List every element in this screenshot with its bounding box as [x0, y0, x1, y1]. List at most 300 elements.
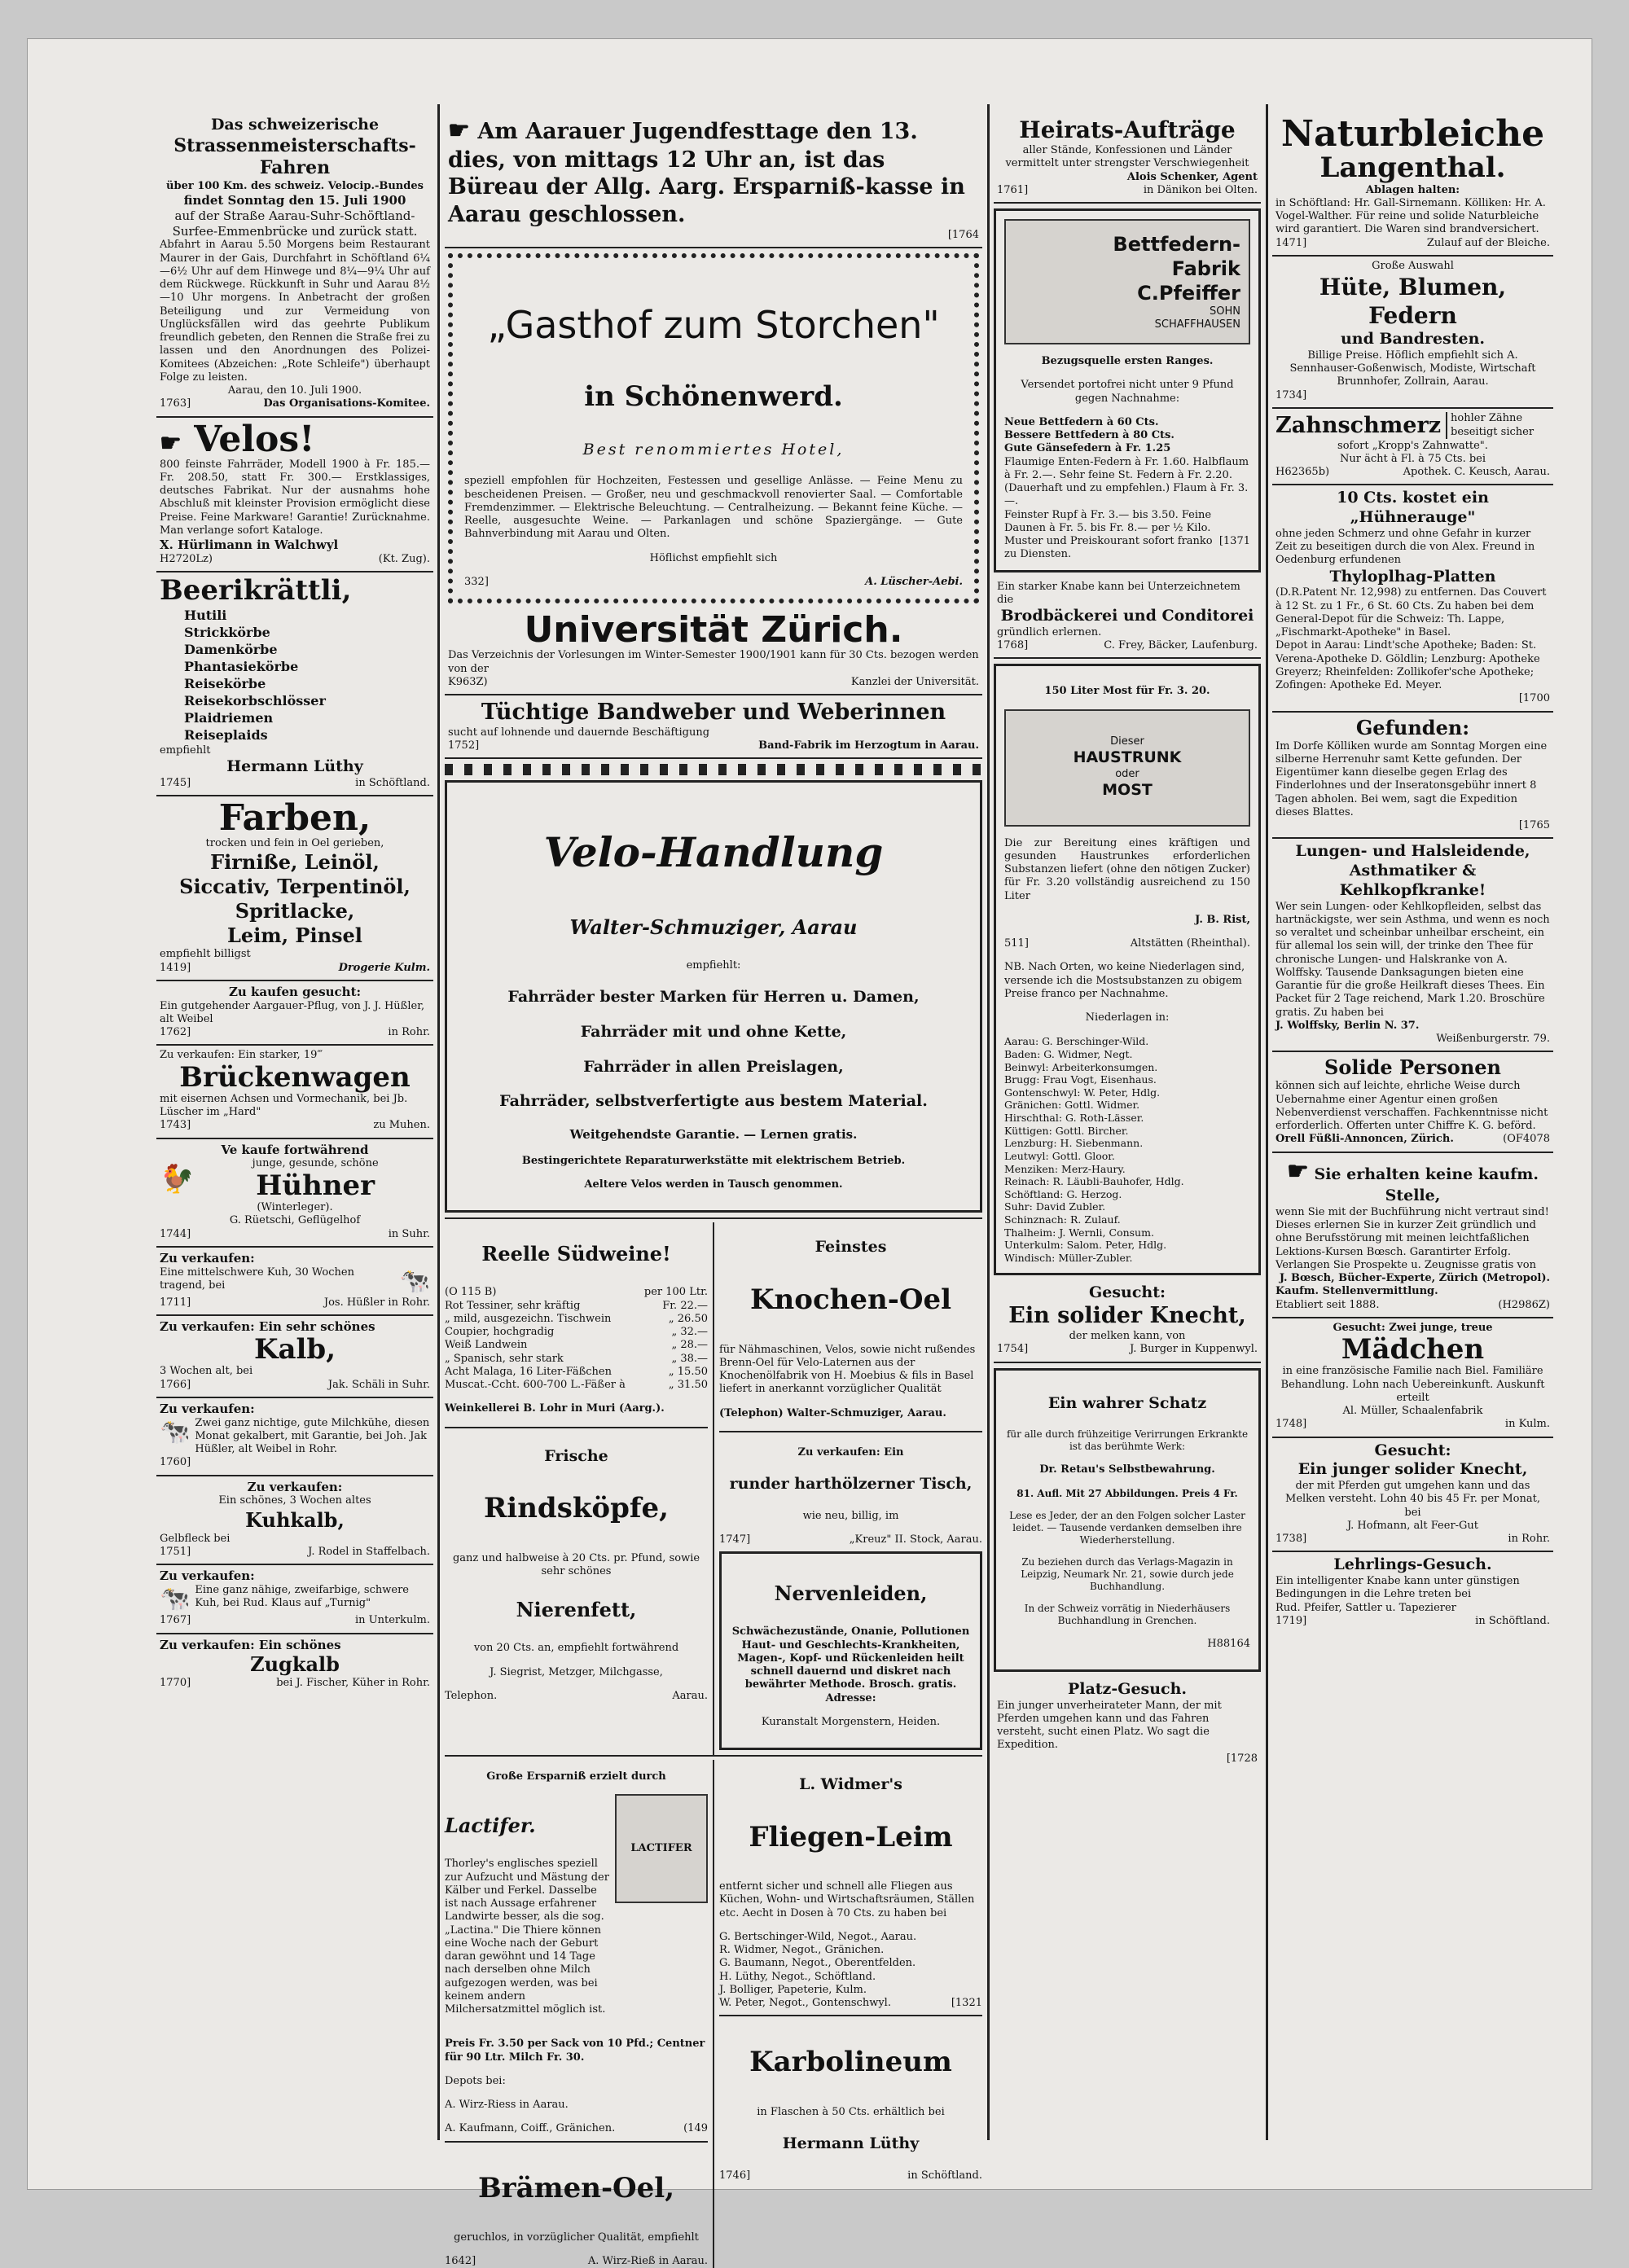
- ad-number: [1371: [1218, 535, 1250, 547]
- ad-title: Beerikrättli,: [160, 574, 352, 608]
- list-item: J. Bolliger, Papeterie, Kulm.: [719, 1983, 867, 1996]
- column-4: [1272, 112, 1553, 2140]
- list-item: R. Widmer, Negot., Gränichen.: [719, 1944, 885, 1957]
- ad-sub: Best renommiertes Hotel,: [582, 440, 845, 458]
- ad-tagline: empfiehlt: [160, 744, 211, 757]
- ad-body: wenn Sie mit der Buchführung nicht vertraut sind! Dieses erlernen Sie in kurzer Zeit gründlich und ohne Berufsstörung mit meinen leichtfaßlichen Lektions-Kursen Bœsch. Garantirter Erfolg. Verlangen Sie Prospekte u. Zeugnisse gratis von: [1276, 1205, 1549, 1271]
- ad-number: 1748]: [1276, 1418, 1307, 1431]
- ad-strassenmeisterschaft: [156, 112, 433, 418]
- ad-heading: Bezugsquelle ersten Ranges.: [1041, 355, 1214, 367]
- price-row: [445, 1326, 708, 1339]
- ad-number: (H2986Z): [1498, 1298, 1550, 1311]
- ad-number: H2720Lz): [160, 552, 213, 565]
- ad-title: Hüte, Blumen, Federn: [1319, 274, 1507, 330]
- ad-line: Etabliert seit 1888.: [1276, 1298, 1380, 1311]
- ad-brodbaeckerei: [994, 577, 1261, 660]
- ad-naturbleiche: [1272, 112, 1553, 257]
- ad-number: (149: [683, 2122, 708, 2135]
- cow-icon: 🐄: [160, 1584, 191, 1613]
- ad-body: Ein junger unverheirateter Mann, der mit Pferden umgehen kann und das Fahren versteht, sucht einen Platz. Wo sagt die Expedition.: [997, 1699, 1222, 1752]
- ad-title: Fliegen-Leim: [749, 1820, 953, 1853]
- ad-heading: Ve kaufe fortwährend: [221, 1142, 369, 1157]
- ad-line: Bestingerichtete Reparaturwerkstätte mit elektrischem Betrieb.: [521, 1154, 906, 1167]
- ad-gasthof-storchen: [448, 253, 979, 603]
- list-item: Flaumige Enten-Federn à Fr. 1.60. Halbflaum à Fr. 2.—. Sehr feine St. Federn à Fr. 2.20. (Dauerhaft und zu empfehlen.) Flaum à Fr. 3.—.: [1004, 455, 1249, 508]
- list-item: Reisekörbe: [184, 675, 266, 691]
- ad-body: sucht auf lohnende und dauernde Beschäftigung: [448, 726, 710, 739]
- list-item: Hirschthal: G. Roth-Lässer.: [1004, 1112, 1144, 1124]
- ad-velo-handlung: [445, 780, 982, 1213]
- price-label: Muscat.-Ccht. 600-700 L.-Fäßer à: [445, 1379, 626, 1392]
- list-item: Brugg: Frau Vogt, Eisenhaus.: [1004, 1073, 1157, 1086]
- ad-body: ganz und halbweise à 20 Cts. pr. Pfund, sowie sehr schönes: [452, 1551, 700, 1578]
- ad-body: Am Aarauer Jugendfesttage den 13. dies, von mittags 12 Uhr an, ist das Büreau der Allg. Aarg. Ersparniß-kasse in Aarau geschlossen.: [448, 119, 965, 227]
- ad-heading: Zu verkaufen: Ein sehr schönes: [160, 1319, 375, 1335]
- ad-title: Reelle Südweine!: [481, 1242, 671, 1266]
- ad-kuhkalb: [156, 1476, 433, 1566]
- ad-number: 1751]: [160, 1545, 191, 1558]
- ad-line: Zu beziehen durch das Verlags-Magazin in Leipzig, Neumark Nr. 21, sowie durch jede Buchhandlung.: [1021, 1555, 1234, 1592]
- ad-title: Farben,: [218, 796, 371, 839]
- ad-title: Sie erhalten keine kaufm. Stelle,: [1314, 1165, 1539, 1205]
- ad-number: 1770]: [160, 1677, 191, 1690]
- ad-heading: Feinstes: [814, 1238, 887, 1257]
- cow-icon: 🐄: [399, 1266, 430, 1296]
- ad-line: 81. Aufl. Mit 27 Abbildungen. Preis 4 Fr.: [1016, 1487, 1238, 1499]
- ad-body: der melken kann, von: [1069, 1330, 1186, 1342]
- ad-subheading: Niederlagen in:: [1085, 1011, 1170, 1024]
- list-item: Schöftland: G. Herzog.: [1004, 1187, 1122, 1200]
- ad-title: Universität Zürich.: [524, 609, 903, 651]
- ad-title: Zahnschmerz: [1276, 412, 1442, 438]
- ad-line: Fahrräder bester Marken für Herren u. Damen,: [507, 988, 920, 1007]
- column-2: [445, 112, 982, 2268]
- haustrunk-barrel-illustration: [1004, 709, 1250, 827]
- pointing-hand-icon: ☛: [448, 116, 470, 145]
- list-item: Damenkörbe: [184, 641, 278, 657]
- ad-unit: per 100 Ltr.: [643, 1286, 708, 1299]
- ad-heading: Große Auswahl: [1372, 259, 1454, 272]
- ad-lactifer: [445, 1760, 708, 2268]
- list-item: Suhr: David Zubler.: [1004, 1200, 1106, 1213]
- ad-signature: (Telephon) Walter-Schmuziger, Aarau.: [719, 1406, 946, 1419]
- ad-line: Fahrräder in allen Preislagen,: [583, 1057, 844, 1076]
- ad-date: Aarau, den 10. Juli 1900.: [227, 384, 362, 397]
- ad-signature: Kanzlei der Universität.: [850, 675, 979, 688]
- ad-signature: J. Burger in Kuppenwyl.: [1130, 1343, 1258, 1356]
- ad-beerikraettli: [156, 572, 433, 796]
- ad-heading: Gesucht:: [1374, 1441, 1451, 1459]
- ad-place: in Rohr.: [1508, 1533, 1550, 1546]
- ad-body: Versendet portofrei nicht unter 9 Pfund gegen Nachnahme:: [1021, 379, 1234, 405]
- ad-title: Gefunden:: [1355, 715, 1470, 739]
- ad-title: Ein wahrer Schatz: [1047, 1393, 1207, 1412]
- ad-number: 1711]: [160, 1296, 191, 1309]
- ad-number: 1471]: [1276, 236, 1307, 249]
- price-value: „ 32.—: [671, 1326, 708, 1339]
- ad-knecht-2: [1272, 1438, 1553, 1553]
- ad-signature: J. Bœsch, Bücher-Experte, Zürich (Metropol).: [1279, 1272, 1550, 1285]
- ad-bettfedern: [994, 208, 1261, 572]
- ad-body: wie neu, billig, im: [802, 1509, 899, 1522]
- ad-heading: Zu verkaufen: Ein: [797, 1445, 904, 1459]
- list-item: Neue Bettfedern à 60 Cts.: [1004, 415, 1159, 428]
- logo-text: SCHAFFHAUSEN: [1154, 318, 1240, 331]
- ad-tagline: empfiehlt billigst: [160, 948, 251, 961]
- ad-number: 1767]: [160, 1614, 191, 1627]
- image-text: MOST: [1102, 780, 1153, 799]
- list-item: Bessere Bettfedern à 80 Cts.: [1004, 429, 1175, 441]
- price-label: Rot Tessiner, sehr kräftig: [445, 1299, 581, 1312]
- list-item: Aarau: G. Berschinger-Wild.: [1004, 1035, 1149, 1048]
- ad-signature: A. Wirz-Rieß in Aarau.: [587, 2255, 708, 2268]
- logo-text: C.Pfeiffer: [1137, 281, 1240, 305]
- ad-body: für Nähmaschinen, Velos, sowie nicht rußendes Brenn-Oel für Velo-Laternen aus der Knochenölfabrik von H. Moebius & fils in Basel liefert in anerkannt vorzüglicher Qualität: [719, 1343, 976, 1396]
- ad-place: Altstätten (Rheinthal).: [1130, 937, 1250, 950]
- ad-tel: Telephon.: [445, 1689, 498, 1702]
- column-rule: [987, 104, 990, 2140]
- ad-title: runder harthölzerner Tisch,: [729, 1475, 973, 1494]
- ad-place: (Kt. Zug).: [378, 552, 430, 565]
- ad-sub: und Bandresten.: [1340, 330, 1486, 349]
- ad-place: in Rohr.: [388, 1026, 430, 1039]
- list-item: G. Bertschinger-Wild, Negot., Aarau.: [719, 1930, 917, 1943]
- ad-line: Spritlacke,: [235, 899, 355, 923]
- list-item: Plaidriemen: [184, 709, 274, 726]
- ad-body: Abfahrt in Aarau 5.50 Morgens beim Restaurant Maurer in der Gais, Durchfahrt in Schöftland 6¼—6½ Uhr auf dem Hinwege und 8¼—9¼ Uhr auf dem Rückwege. Rückkunft in Suhr und Aarau 8½—10 Uhr morgens. In Anbetracht der großen Beteiligung und zur Vermeidung von Unglücksfällen wird das geehrte Publikum freundlich gebeten, den Rennen die Straße frei zu lassen und den Anordnungen des Polizei-Komitees (Abzeichen: „Rote Schleife") überhaupt Folge zu leisten.: [160, 239, 430, 384]
- ad-book: Dr. Retau's Selbstbewahrung.: [1039, 1463, 1215, 1476]
- price-value: „ 28.—: [671, 1339, 708, 1352]
- ad-footer: Muster und Preiskourant sofort franko zu Diensten.: [1004, 535, 1213, 561]
- ad-place: in Schöftland.: [355, 776, 430, 789]
- ad-title: Brückenwagen: [179, 1060, 411, 1094]
- price-label: Acht Malaga, 16 Liter-Fäßchen: [445, 1365, 612, 1378]
- ad-signature: C. Frey, Bäcker, Laufenburg.: [1104, 639, 1258, 651]
- ad-body: in eine französische Familie nach Biel. Familiäre Behandlung. Lohn nach Uebereinkunft. Auskunft erteilt: [1280, 1365, 1545, 1404]
- price-value: „ 15.50: [668, 1365, 708, 1378]
- ad-signature: Hermann Lüthy: [782, 2134, 920, 2153]
- ad-place: in Schönenwerd.: [584, 380, 843, 414]
- ad-heading: Zu verkaufen:: [160, 1250, 255, 1266]
- list-item: Phantasiekörbe: [184, 658, 299, 674]
- ad-signature: Alois Schenker, Agent: [1126, 170, 1258, 183]
- ad-sub: (Winterleger).: [257, 1201, 333, 1214]
- list-item: Reinach: R. Läubli-Bauhofer, Hdlg.: [1004, 1175, 1184, 1188]
- ad-body: mit eisernen Achsen und Vormechanik, bei Jb. Lüscher im „Hard": [160, 1092, 408, 1119]
- price-value: „ 31.50: [668, 1379, 708, 1392]
- column-rule: [1266, 104, 1268, 2140]
- ad-number: 1768]: [997, 639, 1029, 651]
- ad-maedchen: [1272, 1318, 1553, 1438]
- list-item: Gontenschwyl: W. Peter, Hdlg.: [1004, 1086, 1161, 1099]
- ad-most: [994, 664, 1261, 1274]
- ad-signature: J. Siegrist, Metzger, Milchgasse,: [490, 1665, 663, 1678]
- list-item: W. Peter, Negot., Gontenschwyl.: [719, 1997, 891, 2010]
- ad-huehner: [156, 1139, 433, 1248]
- ad-body: geruchlos, in vorzüglicher Qualität, empfiehlt: [454, 2231, 699, 2244]
- ad-title: Rindsköpfe,: [484, 1492, 669, 1525]
- ad-huehnerauge: [1272, 485, 1553, 712]
- ad-signature: Rud. Pfeifer, Sattler u. Tapezierer: [1276, 1601, 1456, 1614]
- ad-sub: Gelbfleck bei: [160, 1532, 231, 1545]
- ad-sub: Walter-Schmuziger, Aarau: [569, 915, 858, 939]
- ad-place: in Kulm.: [1504, 1418, 1550, 1431]
- ad-knochen-oel-col: [713, 1222, 982, 1755]
- ad-number: 1754]: [997, 1343, 1029, 1356]
- list-item: H. Lüthy, Negot., Schöftland.: [719, 1970, 876, 1983]
- ad-place: in Unterkulm.: [355, 1614, 430, 1627]
- list-item: Leutwyl: Gottl. Gloor.: [1004, 1149, 1115, 1162]
- ad-kaufm-stelle: [1272, 1153, 1553, 1318]
- ad-number: (OF4078: [1503, 1133, 1550, 1146]
- ad-body: der mit Pferden gut umgehen kann und das Melken versteht. Lohn 40 bis 45 Fr. per Monat, bei: [1285, 1480, 1540, 1519]
- ad-braemen-oel: [445, 2141, 708, 2268]
- ad-title: Lactifer.: [445, 1814, 536, 1838]
- ad-title: Mädchen: [1341, 1333, 1485, 1367]
- ad-number: 1762]: [160, 1026, 191, 1039]
- ad-sub: junge, gesunde, schöne: [252, 1157, 379, 1170]
- image-caption: LACTIFER: [630, 1842, 692, 1855]
- ad-place: in Schöftland.: [907, 2169, 982, 2182]
- ad-signature: J. Hofmann, alt Feer-Gut: [1346, 1519, 1479, 1532]
- ad-signature: „Kreuz" II. Stock, Aarau.: [849, 1533, 982, 1546]
- ad-body: gründlich erlernen.: [997, 625, 1102, 638]
- ad-kalb: [156, 1316, 433, 1398]
- price-row: [445, 1379, 708, 1392]
- ad-sub: Nierenfett,: [516, 1598, 637, 1622]
- ad-number: [1321: [951, 1997, 982, 2010]
- list-item: Schinznach: R. Zulauf.: [1004, 1213, 1121, 1226]
- ad-milchkuehe: [156, 1398, 433, 1476]
- list-item: Unterkulm: Salom. Peter, Hdlg.: [1004, 1239, 1167, 1252]
- list-item: Hutili: [184, 607, 227, 623]
- ad-body: 3 Wochen alt, bei: [160, 1365, 253, 1378]
- ad-tagline: empfiehlt:: [686, 959, 741, 972]
- ad-number: [1765: [1518, 819, 1550, 832]
- ad-signature: Apothek. C. Keusch, Aarau.: [1403, 466, 1550, 479]
- ad-title: Hühner: [256, 1169, 375, 1202]
- price-row: [445, 1300, 708, 1313]
- ad-body: in Schöftland: Hr. Gall-Sirnemann. Kölliken: Hr. A. Vogel-Walther. Für reine und solide Naturbleiche wird garantiert. Die Waren sind brandversichert.: [1276, 196, 1546, 236]
- ad-body: Ein gutgehender Aargauer-Pflug, von J. J. Hüßler, alt Weibel: [160, 999, 425, 1025]
- ad-line: In der Schweiz vorrätig in Niederhäusers Buchhandlung in Grenchen.: [1024, 1602, 1231, 1626]
- ad-signature: Band-Fabrik im Herzogtum in Aarau.: [758, 739, 979, 752]
- ad-body: für alle durch frühzeitige Verirrungen Erkrankte ist das berühmte Werk:: [1006, 1428, 1249, 1453]
- ad-body: speziell empfohlen für Hochzeiten, Festessen und gesellige Anlässe. — Feine Menu zu bescheidenen Preisen. — Großer, neu und geschmackvoll renovierter Saal. — Comfortable Fremdenzimmer. — Elektrische Beleuchtung. — Centralheizung. — Bekannt feine Küche. — Reelle, ausgesuchte Weine. — Parkanlagen und schöne Spaziergänge. — Gute Bahnverbindung mit Aarau und Olten.: [464, 475, 963, 541]
- ad-body: in Flaschen à 50 Cts. erhältlich bei: [757, 2105, 945, 2118]
- ad-title: 10 Cts. kostet ein „Hühnerauge": [1337, 489, 1489, 527]
- ad-body: Ein intelligenter Knabe kann unter günstigen Bedingungen in die Lehre treten bei: [1276, 1575, 1520, 1601]
- ad-title: Karbolineum: [749, 2046, 952, 2079]
- price-row: [445, 1313, 708, 1326]
- ad-place: Zulauf auf der Bleiche.: [1426, 236, 1550, 249]
- ad-title: Nervenleiden,: [774, 1581, 928, 1606]
- ad-number: 1760]: [160, 1456, 191, 1469]
- ad-signature: Hermann Lüthy: [226, 757, 363, 775]
- image-text: Dieser: [1110, 735, 1144, 748]
- ad-heading: Zu verkaufen:: [160, 1401, 255, 1416]
- ad-body: ohne jeden Schmerz und ohne Gefahr in kurzer Zeit zu beseitigen durch die von Alex. Freund in Oedenburg erfundenen: [1276, 527, 1535, 567]
- ad-bandweber: [445, 695, 982, 759]
- ad-depot-item: A. Wirz-Riess in Aarau.: [445, 2099, 569, 2112]
- ad-note: NB. Nach Orten, wo keine Niederlagen sind, versende ich die Mostsubstanzen zu obigem Preise franco per Nachnahme.: [1004, 961, 1245, 1000]
- ad-line: auf der Straße Aarau-Suhr-Schöftland-Surfee-Emmenbrücke und zurück statt.: [172, 208, 418, 239]
- ad-body: Eine ganz nähige, zweifarbige, schwere Kuh, bei Rud. Klaus auf „Turnig": [195, 1583, 409, 1610]
- ad-brueckenwagen: [156, 1046, 433, 1138]
- ad-knecht: [994, 1280, 1261, 1363]
- ad-karbolineum: [719, 2015, 982, 2182]
- ad-body: Eine mittelschwere Kuh, 30 Wochen tragend, bei: [160, 1266, 354, 1292]
- ad-signature: Jak. Schäli in Suhr.: [327, 1378, 430, 1391]
- ad-depot: Depots bei:: [445, 2074, 506, 2087]
- logo-text: Fabrik: [1171, 257, 1240, 280]
- ad-heading: Zu verkaufen:: [160, 1568, 255, 1584]
- list-item: Strickkörbe: [184, 624, 270, 640]
- price-value: „ 26.50: [668, 1312, 708, 1325]
- ad-gefunden: [1272, 713, 1553, 840]
- ad-number: 1642]: [445, 2255, 476, 2268]
- ad-number: 1419]: [160, 961, 191, 974]
- ad-signature: X. Hürlimann in Walchwyl: [160, 537, 339, 553]
- ad-body: Ein schönes, 3 Wochen altes: [218, 1494, 371, 1507]
- ad-line: Aeltere Velos werden in Tausch genommen.: [584, 1178, 843, 1191]
- ad-velos: [156, 418, 433, 573]
- ad-signature: G. Rüetschi, Geflügelhof: [229, 1214, 361, 1227]
- ad-line: Weitgehendste Garantie. — Lernen gratis.: [569, 1127, 858, 1143]
- ad-body: Schwächezustände, Onanie, Pollutionen Haut- und Geschlechts-Krankheiten, Magen-, Kopf- und Rückenleiden heilt schnell dauernd und diskret nach bewährter Methode. Brosch. gratis. Adresse:: [731, 1625, 970, 1704]
- ad-line: Kaufm. Stellenvermittlung.: [1276, 1285, 1438, 1298]
- newspaper-page: [28, 39, 1592, 2268]
- ad-line: Firniße, Leinöl,: [210, 850, 380, 875]
- ad-pflug: [156, 981, 433, 1046]
- ad-title: Strassenmeisterschafts-Fahren: [173, 134, 416, 179]
- list-item: Reiseplaids: [184, 726, 268, 743]
- ad-signature: J. B. Rist,: [1195, 913, 1250, 926]
- bettfedern-logo: [1004, 219, 1250, 344]
- ad-lungenleidende: [1272, 839, 1553, 1052]
- ad-body: sofort „Kropp's Zahnwatte".: [1337, 439, 1488, 452]
- price-row: [445, 1353, 708, 1366]
- ad-number: 1744]: [160, 1227, 191, 1240]
- ad-title: Velos!: [194, 418, 315, 460]
- ad-address: Weißenburgerstr. 79.: [1436, 1033, 1550, 1046]
- ad-place: in Suhr.: [388, 1227, 430, 1240]
- ad-row-suedwein-knochen: [445, 1217, 982, 1755]
- ad-heading: L. Widmer's: [799, 1775, 902, 1794]
- list-item: Gränichen: Gottl. Widmer.: [1004, 1099, 1140, 1112]
- list-item: Thalheim: J. Wernli, Consum.: [1004, 1226, 1154, 1239]
- ad-fliegen-leim-col: [713, 1760, 982, 2268]
- ad-body: (D.R.Patent Nr. 12,998) zu entfernen. Das Couvert à 12 St. zu 1 Fr., 6 St. 60 Cts. Zu haben bei dem General-Depot für die Schweiz: Th. Lappe, „Fischmarkt-Apotheke" in Basel.: [1276, 586, 1547, 639]
- ad-title: „Gasthof zum Storchen": [487, 303, 940, 347]
- ad-body: von 20 Cts. an, empfiehlt fortwährend: [473, 1642, 679, 1655]
- ad-title: Tüchtige Bandweber und Weberinnen: [481, 700, 946, 726]
- ad-heading: Gesucht: Zwei junge, treue: [1333, 1321, 1493, 1334]
- ad-farben: [156, 796, 433, 981]
- ad-platz-gesuch: [994, 1677, 1261, 1770]
- logo-text: SOHN: [1210, 305, 1240, 318]
- price-label: Coupier, hochgradig: [445, 1326, 555, 1339]
- list-item: Feinster Rupf à Fr. 3.— bis 3.50. Feine Daunen à Fr. 5. bis Fr. 8.— per ½ Kilo.: [1004, 508, 1212, 534]
- ad-suedweine: [445, 1222, 708, 1755]
- ad-lehrlings-gesuch: [1272, 1552, 1553, 1633]
- ad-number: H62365b): [1276, 466, 1330, 479]
- ad-sub: Thyloplhag-Platten: [1329, 567, 1496, 586]
- ad-place: zu Muhen.: [373, 1119, 430, 1132]
- ad-jugendfest: [445, 112, 982, 248]
- ad-line: beseitigt sicher: [1451, 425, 1535, 438]
- ad-title: Brämen-Oel,: [477, 2171, 675, 2204]
- ad-signature: Das Organisations-Komitee.: [263, 397, 430, 410]
- ad-title: Naturbleiche: [1280, 113, 1545, 155]
- ad-number: H88164: [1207, 1637, 1250, 1650]
- ad-heading: Große Ersparniß erzielt durch: [486, 1770, 666, 1783]
- pointing-hand-icon: ☛: [1286, 1156, 1309, 1186]
- ad-body: Das Verzeichnis der Vorlesungen im Winter-Semester 1900/1901 kann für 30 Cts. bezogen werden von der: [448, 649, 979, 675]
- ad-price: Preis Fr. 3.50 per Sack von 10 Pfd.; Centner für 90 Ltr. Milch Fr. 30.: [445, 2038, 705, 2064]
- ad-title: Lehrlings-Gesuch.: [1333, 1555, 1492, 1574]
- ad-body: aller Stände, Konfessionen und Länder vermittelt unter strengster Verschwiegenheit: [1005, 144, 1249, 170]
- ad-number: 332]: [464, 575, 489, 588]
- list-item: G. Baumann, Negot., Oberentfelden.: [719, 1957, 916, 1970]
- ad-row-lactifer-fliegen: [445, 1755, 982, 2268]
- ad-heading: Zu kaufen gesucht:: [228, 984, 362, 999]
- ad-line: Fahrräder mit und ohne Kette,: [580, 1022, 847, 1041]
- ad-title: Brodbäckerei und Conditorei: [1000, 607, 1254, 625]
- ad-title: Velo-Handlung: [543, 828, 884, 877]
- ad-number: 1734]: [1276, 388, 1307, 401]
- ad-place: Aarau.: [672, 1689, 708, 1702]
- price-row: [445, 1339, 708, 1352]
- ad-price: Nur ächt à Fl. à 75 Cts. bei: [1339, 452, 1486, 465]
- ad-number: 1745]: [160, 776, 191, 789]
- column-rule: [437, 104, 440, 2140]
- ad-kuh: [156, 1248, 433, 1317]
- ad-zugkalb: [156, 1634, 433, 1696]
- ad-place: in Dänikon bei Olten.: [1143, 183, 1258, 196]
- column-1: [156, 112, 433, 2140]
- ad-tagline: Höflichst empfiehlt sich: [649, 551, 778, 564]
- ad-title: 150 Liter Most für Fr. 3. 20.: [1044, 685, 1210, 698]
- ad-signature: Al. Müller, Schaalenfabrik: [1342, 1405, 1483, 1418]
- price-value: „ 38.—: [671, 1352, 708, 1365]
- ad-line: findet Sonntag den 15. Juli 1900: [183, 193, 406, 208]
- ad-heirats-auftraege: [994, 112, 1261, 204]
- ad-rindskoepfe: [445, 1427, 708, 1703]
- ad-number: [1728: [1226, 1752, 1258, 1765]
- ad-heading: Zu verkaufen: Ein schönes: [160, 1637, 341, 1652]
- chicken-icon: 🐓: [160, 1162, 195, 1195]
- list-item: Beinwyl: Arbeiterkonsumgen.: [1004, 1060, 1158, 1073]
- cow-icon: 🐄: [160, 1417, 191, 1446]
- list-item: Baden: G. Widmer, Negt.: [1004, 1047, 1133, 1060]
- ad-signature: Orell Füßli-Annoncen, Zürich.: [1276, 1133, 1454, 1146]
- ad-title: Ein junger solider Knecht,: [1297, 1460, 1528, 1479]
- ad-universitaet: [445, 608, 982, 695]
- image-text: HAUSTRUNK: [1073, 748, 1182, 766]
- ad-line: über 100 Km. des schweiz. Velocip.-Bundes: [166, 179, 424, 192]
- image-text: oder: [1115, 767, 1139, 780]
- ad-signature: Weinkellerei B. Lohr in Muri (Aarg.).: [445, 1402, 665, 1415]
- ad-nervenleiden: [719, 1551, 982, 1750]
- ad-body: Depot in Aarau: Lindt'sche Apotheke; Baden: St. Verena-Apotheke D. Göldlin; Lenzburg: Apotheke Greyerz; Rheinfelden: Zollikofer'sche Apotheke; Zofingen: Apotheke Ed. Meyer.: [1276, 639, 1540, 692]
- ad-title: Zugkalb: [250, 1652, 340, 1677]
- ad-signature: J. Rodel in Staffelbach.: [308, 1545, 430, 1558]
- ornament-border: [445, 764, 982, 775]
- ad-number: 1766]: [160, 1378, 191, 1391]
- ad-line: Fahrräder, selbstverfertigte aus bestem Material.: [499, 1092, 928, 1111]
- ad-number: 1746]: [719, 2169, 751, 2182]
